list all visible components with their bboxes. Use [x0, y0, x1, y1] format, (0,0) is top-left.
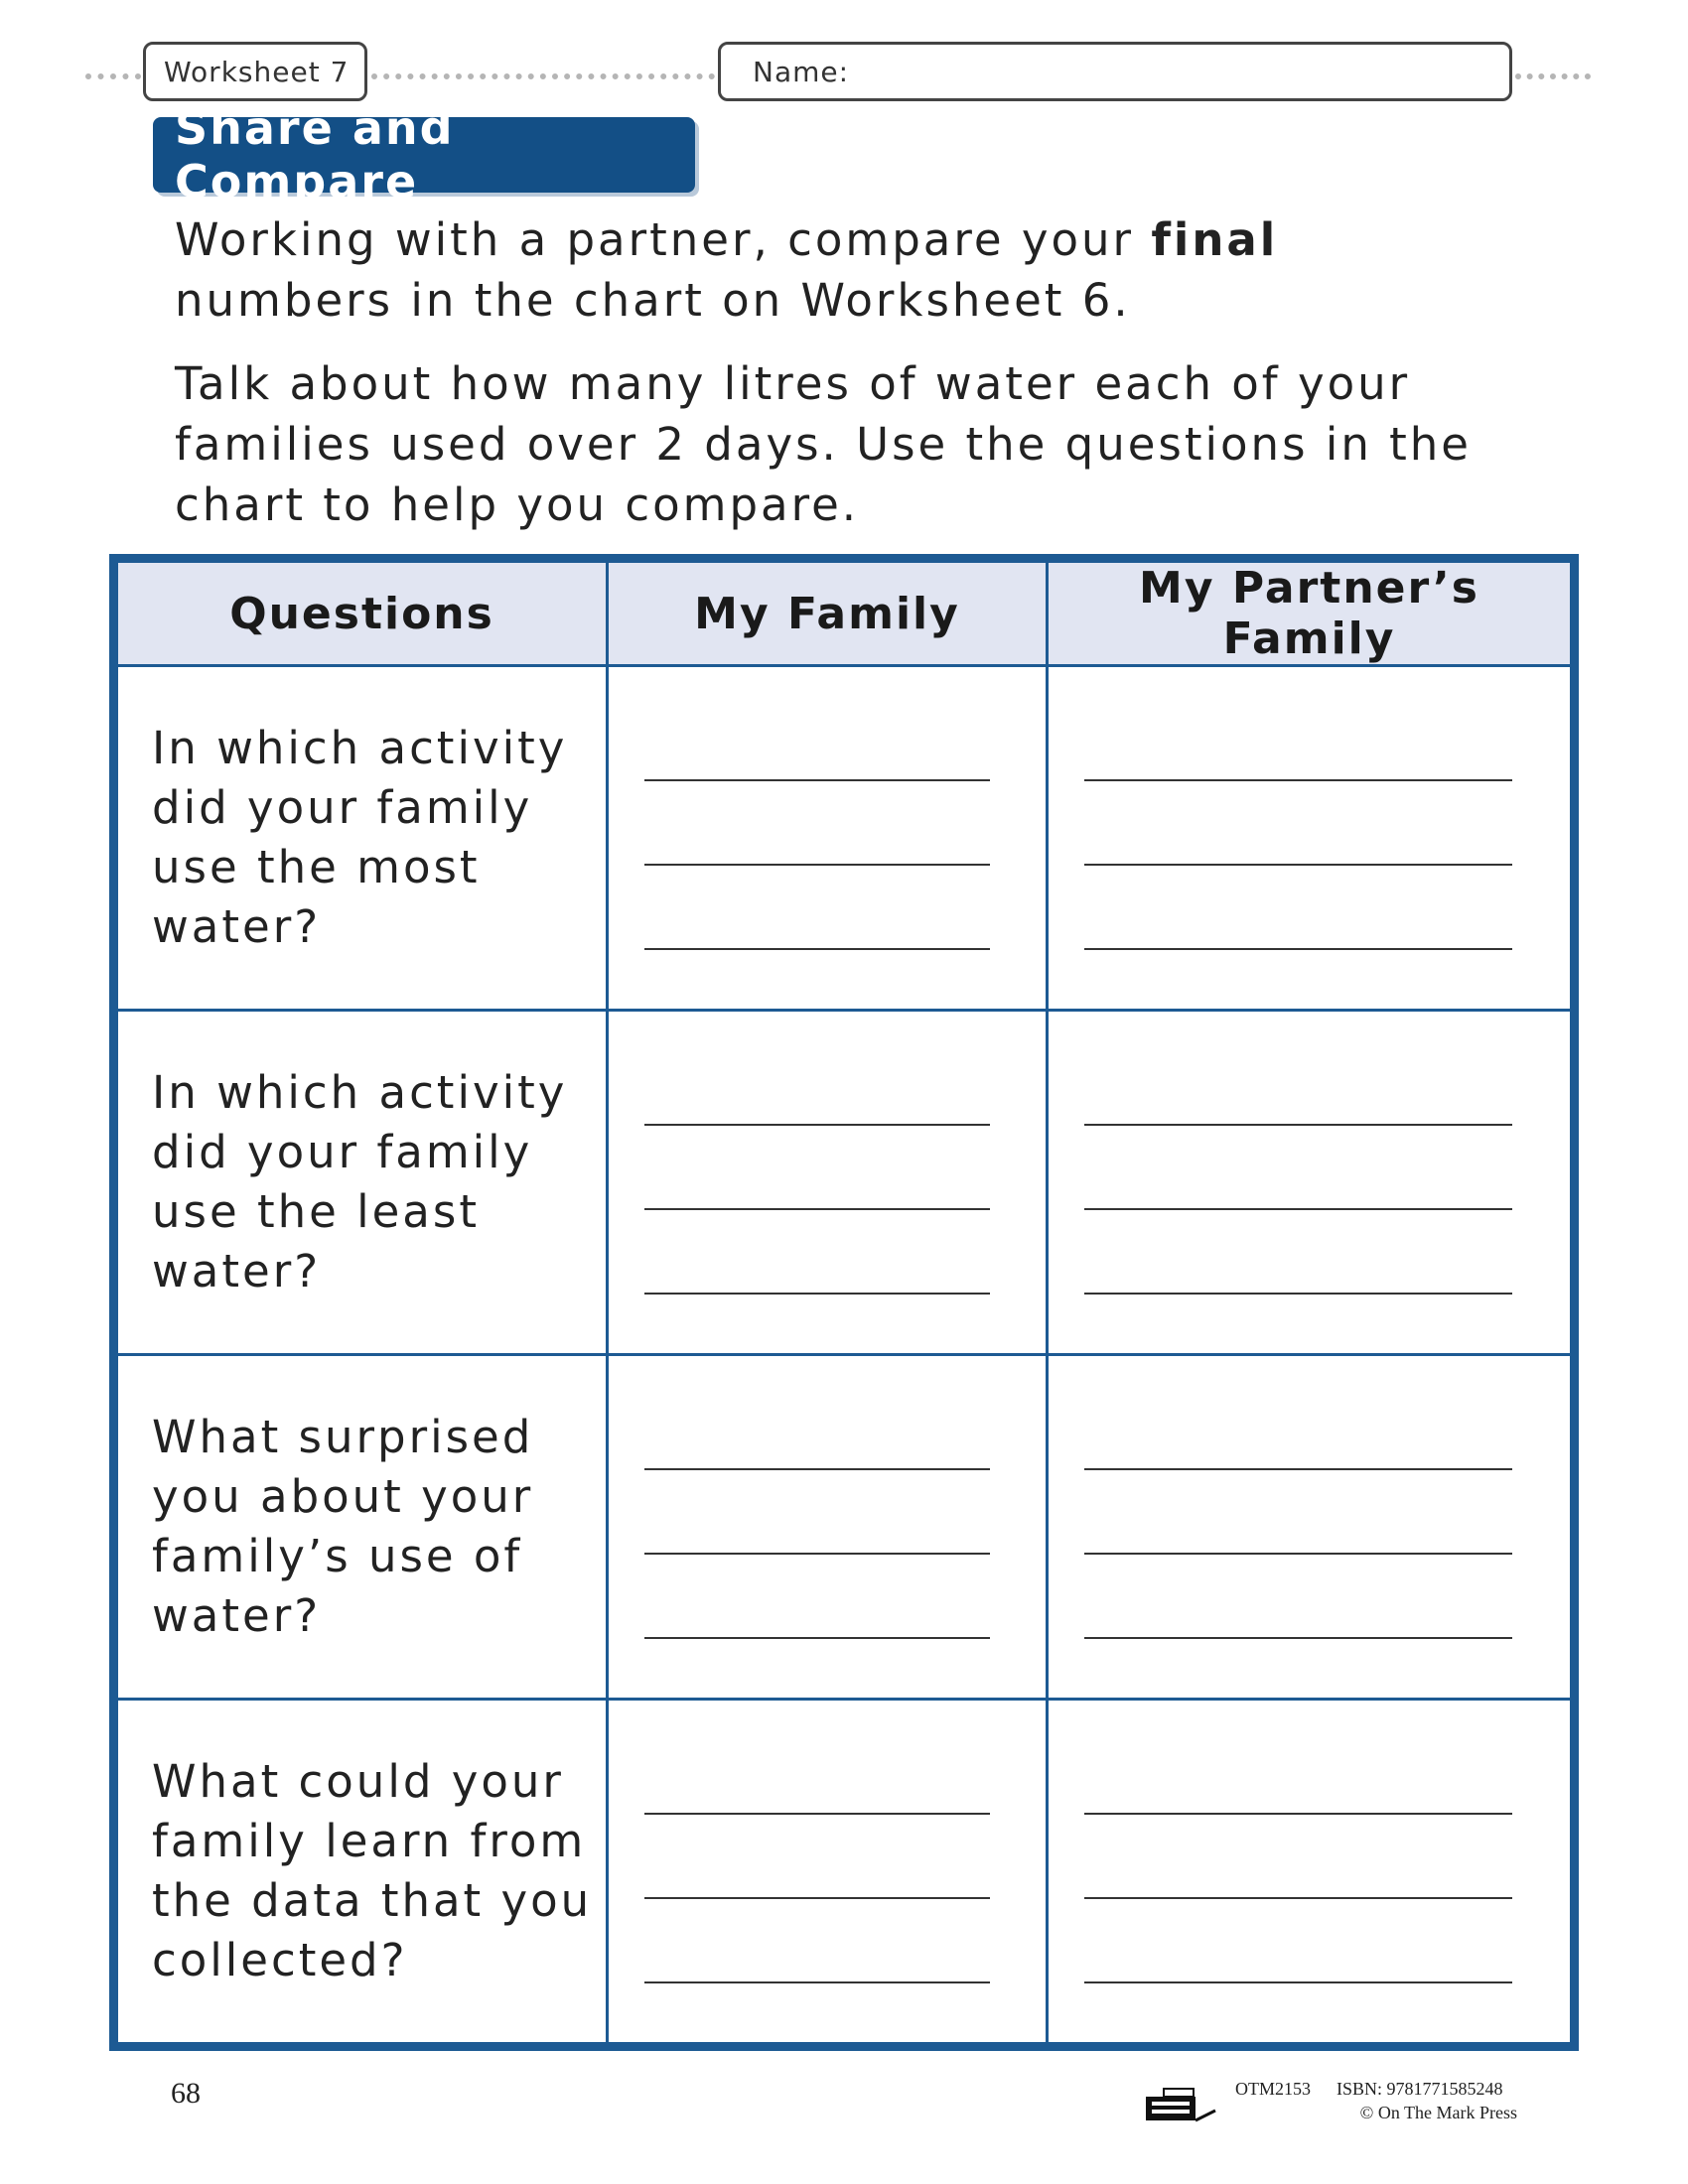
writing-line[interactable] — [1084, 1813, 1512, 1815]
writing-line[interactable] — [644, 1293, 990, 1295]
writing-line[interactable] — [644, 864, 990, 866]
writing-line[interactable] — [1084, 1897, 1512, 1899]
partner-family-answer-cell[interactable] — [1048, 1355, 1572, 1700]
my-family-answer-cell[interactable] — [608, 1355, 1048, 1700]
intro-emphasis: final — [1151, 213, 1279, 266]
publisher-logo-icon — [1144, 2085, 1223, 2124]
writing-line[interactable] — [1084, 779, 1512, 781]
partner-family-answer-cell[interactable] — [1048, 1700, 1572, 2044]
title-banner — [153, 101, 695, 208]
question-cell: What could your family learn from the data that you collected? — [117, 1700, 608, 2044]
intro-paragraph-2: Talk about how many litres of water each of your families used over 2 days. Use the questions in the chart to help you compare. — [175, 357, 1472, 531]
isbn: ISBN: 9781771585248 — [1336, 2079, 1503, 2099]
writing-line[interactable] — [644, 1124, 990, 1126]
partner-family-answer-cell[interactable] — [1048, 1011, 1572, 1355]
comparison-table — [109, 554, 1579, 2051]
header-dotted-rule-left — [85, 73, 141, 79]
writing-line[interactable] — [1084, 1553, 1512, 1555]
worksheet-label-text: Worksheet 7 — [164, 55, 350, 88]
question-cell: What surprised you about your family’s use of water? — [117, 1355, 608, 1700]
table-row — [117, 1011, 1572, 1355]
writing-line[interactable] — [1084, 1208, 1512, 1210]
writing-line[interactable] — [644, 1468, 990, 1470]
writing-line[interactable] — [1084, 864, 1512, 866]
header-dotted-rule-middle — [371, 73, 715, 79]
column-header-partners-family: My Partner’s Family — [1048, 562, 1572, 666]
writing-line[interactable] — [644, 948, 990, 950]
product-code: OTM2153 — [1235, 2079, 1311, 2099]
copyright: © On The Mark Press — [1359, 2103, 1517, 2122]
table-header-row — [117, 562, 1572, 666]
writing-line[interactable] — [1084, 1293, 1512, 1295]
writing-line[interactable] — [1084, 1468, 1512, 1470]
name-field-label: Name: — [753, 55, 850, 88]
writing-line[interactable] — [644, 779, 990, 781]
intro-paragraph-1 — [175, 209, 1505, 331]
my-family-answer-cell[interactable] — [608, 666, 1048, 1011]
table-row — [117, 1355, 1572, 1700]
page-number: 68 — [171, 2077, 201, 2110]
table-row — [117, 666, 1572, 1011]
writing-line[interactable] — [1084, 948, 1512, 950]
writing-line[interactable] — [644, 1813, 990, 1815]
writing-line[interactable] — [644, 1637, 990, 1639]
question-cell: In which activity did your family use the least water? — [117, 1011, 608, 1355]
intro-text: numbers in the chart on Worksheet 6. — [175, 274, 1131, 327]
column-header-my-family: My Family — [608, 562, 1048, 666]
writing-line[interactable] — [644, 1981, 990, 1983]
page-title: Share and Compare — [175, 101, 455, 208]
writing-line[interactable] — [644, 1208, 990, 1210]
name-field[interactable] — [718, 42, 1512, 101]
my-family-answer-cell[interactable] — [608, 1700, 1048, 2044]
writing-line[interactable] — [1084, 1637, 1512, 1639]
partner-family-answer-cell[interactable] — [1048, 666, 1572, 1011]
writing-line[interactable] — [644, 1897, 990, 1899]
intro-text: Working with a partner, compare your — [175, 213, 1152, 266]
my-family-answer-cell[interactable] — [608, 1011, 1048, 1355]
writing-line[interactable] — [1084, 1124, 1512, 1126]
table-row — [117, 1700, 1572, 2044]
writing-line[interactable] — [644, 1553, 990, 1555]
header-dotted-rule-right — [1515, 73, 1591, 79]
writing-line[interactable] — [1084, 1981, 1512, 1983]
worksheet-label — [143, 42, 367, 101]
column-header-questions: Questions — [117, 562, 608, 666]
question-cell: In which activity did your family use the most water? — [117, 666, 608, 1011]
